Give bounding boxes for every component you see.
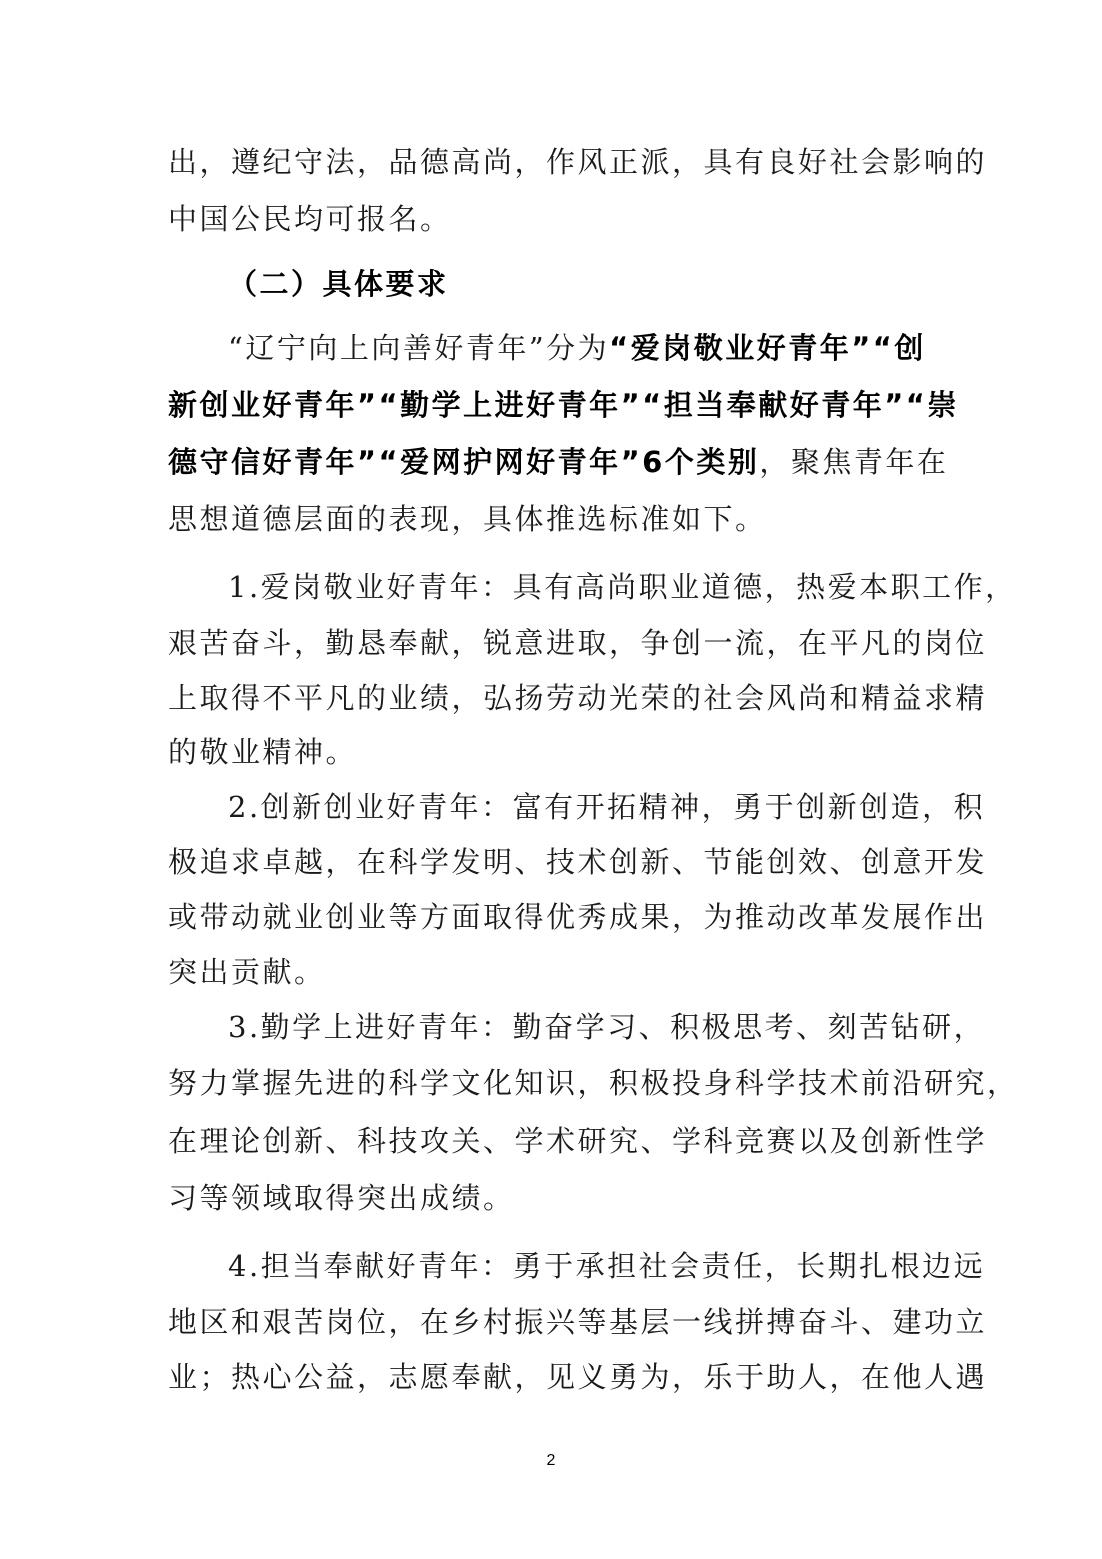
paragraph-line: 出，遵纪守法，品德高尚，作风正派，具有良好社会影响的 [168, 145, 988, 179]
list-item-line: 2.创新创业好青年：富有开拓精神，勇于创新创造，积 [228, 790, 986, 824]
paragraph-line: 思想道德层面的表现，具体推选标准如下。 [168, 502, 767, 536]
list-item-line: 在理论创新、科技攻关、学术研究、学科竞赛以及创新性学 [168, 1124, 988, 1158]
paragraph-line: 中国公民均可报名。 [168, 202, 452, 236]
list-item-line: 业；热心公益，志愿奉献，见义勇为，乐于助人，在他人遇 [168, 1360, 988, 1394]
category-names-bold: 新创业好青年”“勤学上进好青年”“担当奉献好青年”“崇 [168, 388, 959, 422]
paragraph-line [228, 331, 926, 365]
page-number: 2 [546, 1452, 556, 1469]
paragraph-line [168, 445, 948, 479]
list-item-line: 或带动就业创业等方面取得优秀成果，为推动改革发展作出 [168, 900, 988, 934]
list-item-line: 努力掌握先进的科学文化知识，积极投身科学技术前沿研究， [168, 1066, 1019, 1100]
list-item-line: 3.勤学上进好青年：勤奋学习、积极思考、刻苦钻研， [228, 1010, 986, 1044]
list-item-line: 上取得不平凡的业绩，弘扬劳动光荣的社会风尚和精益求精 [168, 681, 988, 715]
list-item-line: 艰苦奋斗，勤恳奉献，锐意进取，争创一流，在平凡的岗位 [168, 626, 988, 660]
list-item-line: 4.担当奉献好青年：勇于承担社会责任，长期扎根边远 [228, 1249, 986, 1283]
section-heading: （二）具体要求 [228, 267, 449, 301]
list-item-line: 习等领域取得突出成绩。 [168, 1181, 515, 1215]
list-item-line: 突出贡献。 [168, 955, 326, 989]
list-item-line: 的敬业精神。 [168, 735, 358, 769]
list-item-line: 极追求卓越，在科学发明、技术创新、节能创效、创意开发 [168, 845, 988, 879]
text-run: ，聚焦青年在 [759, 445, 949, 479]
category-names-bold: “爱岗敬业好青年”“创 [609, 331, 926, 365]
list-item-line: 1.爱岗敬业好青年：具有高尚职业道德，热爱本职工作， [228, 570, 1017, 604]
category-names-bold: 德守信好青年”“爱网护网好青年”6个类别 [168, 445, 760, 479]
text-run: “辽宁向上向善好青年”分为 [228, 331, 610, 365]
list-item-line: 地区和艰苦岗位，在乡村振兴等基层一线拼搏奋斗、建功立 [168, 1305, 988, 1339]
